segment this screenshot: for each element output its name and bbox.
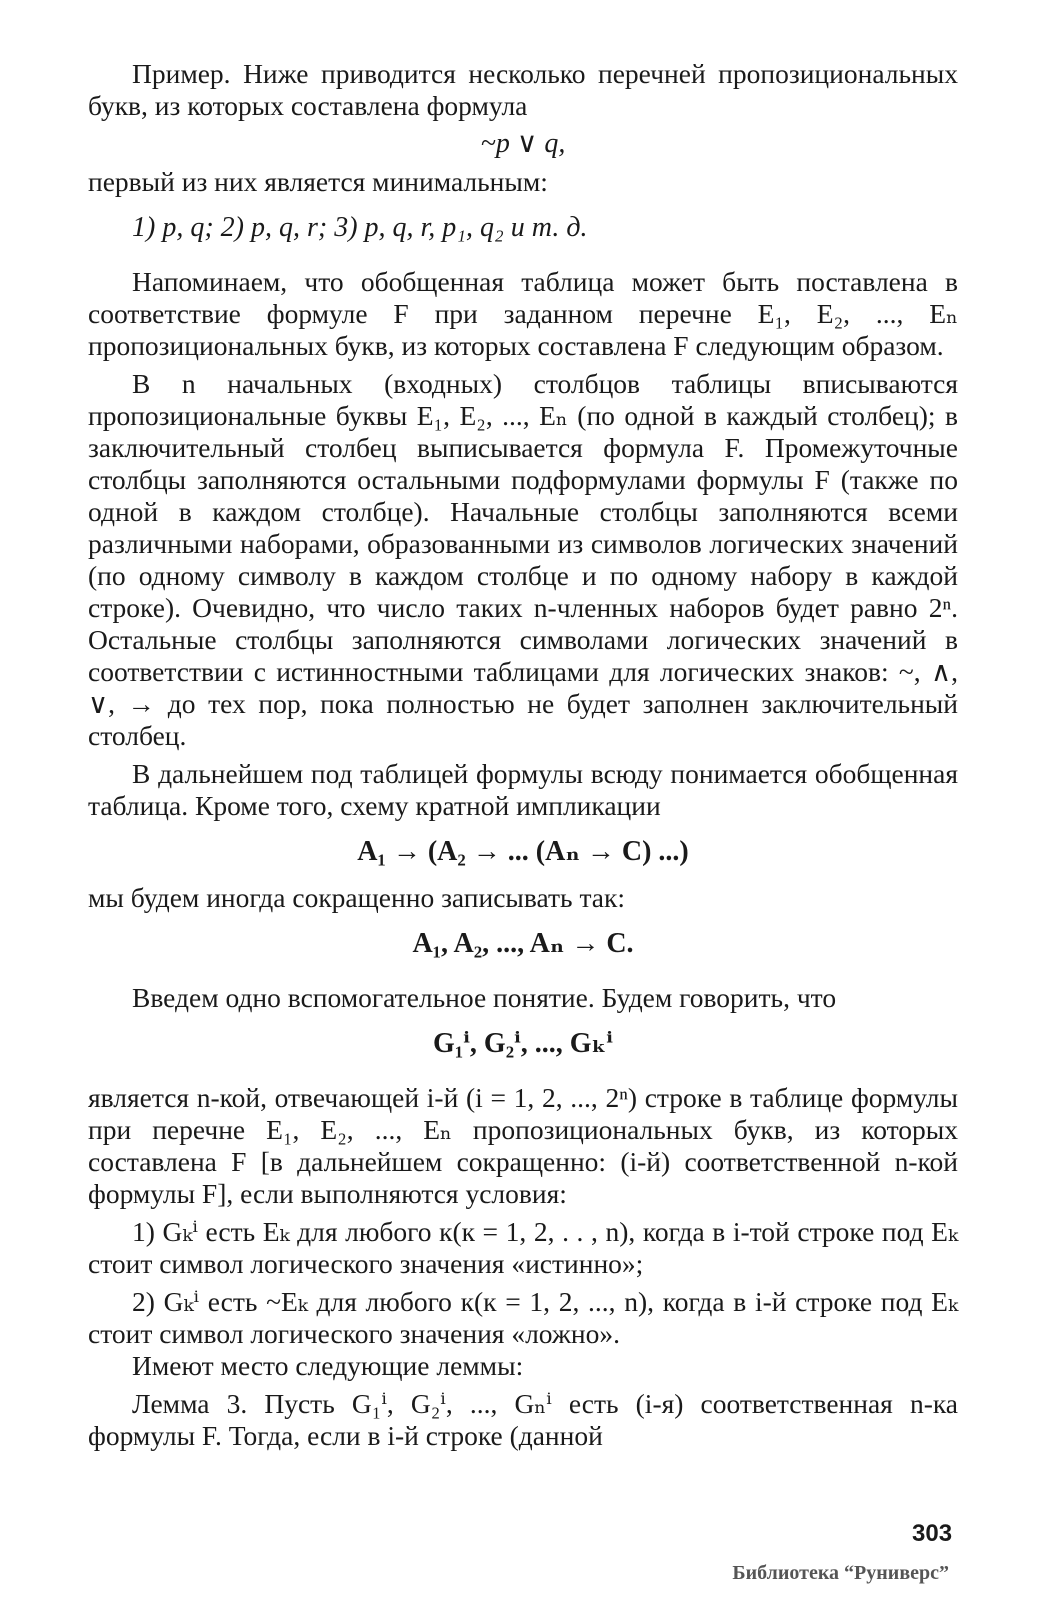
generalized-table-paragraph: Напоминаем, что обобщенная таблица может быть поставлена в соответствие формуле F при заданном перечне E₁, E₂, ..., Eₙ пропозициональных букв, из которых составлена F следующим образом.: [88, 266, 958, 361]
condition-2-paragraph: 2) Gₖⁱ есть ~Eₖ для любого к(к = 1, 2, ..., n), когда в i-й строке под Eₖ стоит символ логического значения «ложно».: [88, 1286, 958, 1349]
multiple-implication-formula: A₁ → (A₂ → ... (Aₙ → C) ...): [357, 836, 689, 867]
condition-1-paragraph: 1) Gₖⁱ есть Eₖ для любого к(к = 1, 2, . . , n), когда в i-той строке под Eₖ стоит символ логического значения «истинно»;: [88, 1216, 958, 1279]
implication-scheme-paragraph: В дальнейшем под таблицей формулы всюду понимается обобщенная таблица. Кроме того, схему кратной импликации: [88, 758, 958, 821]
letter-lists-formula: 1) p, q; 2) p, q, r; 3) p, q, r, p₁, q₂ и т. д.: [132, 212, 588, 243]
page-number: 303: [912, 1520, 953, 1547]
book-page: [88, 58, 958, 1452]
minimal-list-paragraph: первый из них является минимальным:: [88, 166, 548, 197]
g-tuple-formula: G₁ⁱ, G₂ⁱ, ..., Gₖⁱ: [433, 1028, 613, 1059]
auxiliary-concept-paragraph: Введем одно вспомогательное понятие. Будем говорить, что: [132, 982, 837, 1013]
short-notation-paragraph: мы будем иногда сокращенно записывать так:: [88, 882, 626, 913]
n-tuple-definition-paragraph: является n-кой, отвечающей i-й (i = 1, 2, ..., 2ⁿ) строке в таблице формулы при перечне E₁, E₂, ..., Eₙ пропозициональных букв, из которых составлена F [в дальнейшем сокращенно: (i-й) соответственной n-кой формулы F], если выполняются условия:: [88, 1082, 958, 1209]
lemmas-intro-paragraph: Имеют место следующие леммы:: [132, 1350, 524, 1381]
lemma-3-paragraph: Лемма 3. Пусть G₁ⁱ, G₂ⁱ, ..., Gₙⁱ есть (i-я) соответственная n-ка формулы F. Тогда, если в i-й строке (данной: [88, 1388, 958, 1451]
table-construction-paragraph: В n начальных (входных) столбцов таблицы вписываются пропозициональные буквы E₁, E₂, ..., Eₙ (по одной в каждый столбец); в заключительный столбец выписывается формула F. Промежуточные столбцы заполняются остальными подформулами формулы F (также по одной в каждом столбце). Начальные столбцы заполняются всеми различными наборами, образованными из символов логических значений (по одному символу в каждом столбце и по одному набору в каждой строке). Очевидно, что число таких n-членных наборов будет равно 2ⁿ. Остальные столбцы заполняются символами логических значений в соответствии с истинностными таблицами для логических знаков: ~, ∧, ∨, → до тех пор, пока полностью не будет заполнен заключительный столбец.: [88, 368, 958, 751]
formula-not-p-or-q: ~p ∨ q,: [480, 128, 566, 159]
short-implication-formula: A₁, A₂, ..., Aₙ → C.: [412, 928, 634, 959]
library-watermark: Библиотека “Руниверс”: [732, 1562, 949, 1584]
example-paragraph: Пример. Ниже приводится несколько перечней пропозициональных букв, из которых составлена формула: [88, 58, 958, 121]
